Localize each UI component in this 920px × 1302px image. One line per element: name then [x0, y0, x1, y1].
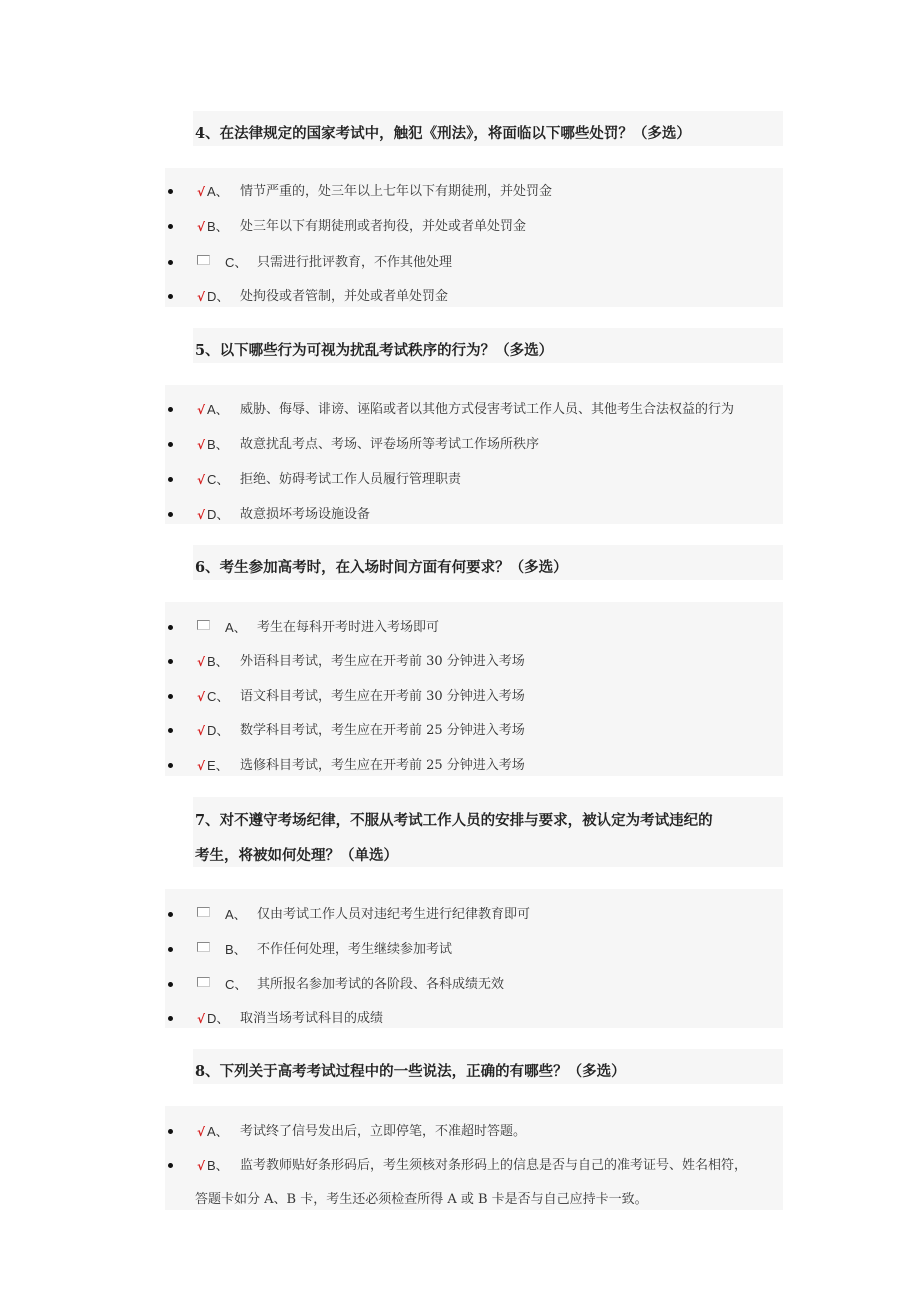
checkmark-icon: √	[197, 508, 206, 522]
option-text-continued: 答题卡如分 A、B 卡，考生还必须检查所得 A 或 B 卡是否与自己应持卡一致。	[195, 1192, 648, 1207]
question-4-options	[165, 168, 783, 307]
list-item[interactable]	[165, 180, 783, 204]
checkbox-icon[interactable]	[197, 620, 210, 630]
checkmark-icon: √	[197, 1125, 206, 1139]
checkbox-icon[interactable]	[197, 942, 210, 952]
question-7-options	[165, 889, 783, 1028]
question-7-title-line2: 考生，将被如何处理？（单选）	[195, 847, 398, 864]
checkmark-icon: √	[197, 473, 206, 487]
option-text: 语文科目考试，考生应在开考前 30 分钟进入考场	[240, 689, 525, 704]
option-text: 拒绝、妨碍考试工作人员履行管理职责	[240, 472, 462, 487]
list-item[interactable]	[165, 285, 783, 309]
option-text: 只需进行批评教育，不作其他处理	[257, 255, 453, 270]
option-text: 取消当场考试科目的成绩	[240, 1011, 384, 1026]
option-letter: A、	[207, 402, 229, 417]
option-letter: A、	[207, 184, 229, 199]
question-5-options	[165, 385, 783, 524]
option-text: 处三年以下有期徒刑或者拘役，并处或者单处罚金	[240, 219, 527, 234]
bullet-icon	[168, 728, 173, 733]
option-text: 威胁、侮辱、诽谤、诬陷或者以其他方式侵害考试工作人员、其他考生合法权益的行为	[240, 402, 735, 417]
checkmark-icon: √	[197, 1159, 206, 1173]
option-letter: B、	[207, 1158, 229, 1173]
checkmark-icon: √	[197, 290, 206, 304]
list-item[interactable]	[165, 616, 783, 640]
list-item[interactable]	[165, 1154, 783, 1210]
question-7-title	[193, 797, 783, 867]
checkbox-icon[interactable]	[197, 977, 210, 987]
question-6-title: 6、考生参加高考时，在入场时间方面有何要求？（多选）	[193, 545, 783, 580]
option-letter: D、	[207, 507, 230, 522]
option-text: 其所报名参加考试的各阶段、各科成绩无效	[257, 977, 505, 992]
option-letter: B、	[207, 654, 229, 669]
option-letter: B、	[207, 437, 229, 452]
option-text: 数学科目考试，考生应在开考前 25 分钟进入考场	[240, 723, 525, 738]
bullet-icon	[168, 659, 173, 664]
option-letter: C、	[225, 255, 248, 270]
option-letter: B、	[207, 219, 229, 234]
bullet-icon	[168, 294, 173, 299]
option-letter: A、	[225, 620, 247, 635]
list-item[interactable]	[165, 754, 783, 778]
option-letter: C、	[207, 472, 230, 487]
bullet-icon	[168, 912, 173, 917]
bullet-icon	[168, 260, 173, 265]
option-letter: A、	[225, 907, 247, 922]
list-item[interactable]	[165, 251, 783, 275]
checkmark-icon: √	[197, 438, 206, 452]
list-item[interactable]	[165, 468, 783, 492]
list-item[interactable]	[165, 903, 783, 927]
question-8-title: 8、下列关于高考考试过程中的一些说法，正确的有哪些？（多选）	[193, 1049, 783, 1084]
option-letter: D、	[207, 723, 230, 738]
bullet-icon	[168, 512, 173, 517]
list-item[interactable]	[165, 215, 783, 239]
list-item[interactable]	[165, 685, 783, 709]
checkmark-icon: √	[197, 724, 206, 738]
bullet-icon	[168, 947, 173, 952]
checkbox-icon[interactable]	[197, 255, 210, 265]
option-letter: D、	[207, 1011, 230, 1026]
bullet-icon	[168, 1016, 173, 1021]
question-6-options	[165, 602, 783, 776]
question-8-options	[165, 1106, 783, 1210]
checkmark-icon: √	[197, 1012, 206, 1026]
checkmark-icon: √	[197, 655, 206, 669]
list-item[interactable]	[165, 973, 783, 997]
option-text: 监考教师贴好条形码后，考生须核对条形码上的信息是否与自己的准考证号、姓名相符，	[240, 1158, 748, 1173]
option-text: 仅由考试工作人员对违纪考生进行纪律教育即可	[257, 907, 531, 922]
option-text: 外语科目考试，考生应在开考前 30 分钟进入考场	[240, 654, 525, 669]
bullet-icon	[168, 982, 173, 987]
bullet-icon	[168, 189, 173, 194]
option-letter: C、	[225, 977, 248, 992]
list-item[interactable]	[165, 433, 783, 457]
bullet-icon	[168, 694, 173, 699]
option-letter: E、	[207, 758, 229, 773]
checkmark-icon: √	[197, 690, 206, 704]
option-letter: D、	[207, 289, 230, 304]
option-text: 故意损坏考场设施设备	[240, 507, 371, 522]
option-text: 不作任何处理，考生继续参加考试	[257, 942, 453, 957]
checkmark-icon: √	[197, 185, 206, 199]
bullet-icon	[168, 407, 173, 412]
option-letter: B、	[225, 942, 247, 957]
option-text: 考试终了信号发出后，立即停笔，不准超时答题。	[240, 1124, 527, 1139]
list-item[interactable]	[165, 1007, 783, 1031]
question-4-title: 4、在法律规定的国家考试中，触犯《刑法》，将面临以下哪些处罚？（多选）	[193, 111, 783, 146]
checkmark-icon: √	[197, 220, 206, 234]
option-text: 考生在每科开考时进入考场即可	[257, 620, 440, 635]
question-7-title-line1: 7、对不遵守考场纪律，不服从考试工作人员的安排与要求，被认定为考试违纪的	[195, 812, 713, 829]
option-text: 选修科目考试，考生应在开考前 25 分钟进入考场	[240, 758, 525, 773]
question-5-title: 5、以下哪些行为可视为扰乱考试秩序的行为？（多选）	[193, 328, 783, 363]
bullet-icon	[168, 1129, 173, 1134]
list-item[interactable]	[165, 938, 783, 962]
bullet-icon	[168, 224, 173, 229]
checkbox-icon[interactable]	[197, 907, 210, 917]
list-item[interactable]	[165, 503, 783, 527]
list-item[interactable]	[165, 398, 783, 422]
bullet-icon	[168, 442, 173, 447]
option-letter: C、	[207, 689, 230, 704]
list-item[interactable]	[165, 1120, 783, 1144]
list-item[interactable]	[165, 719, 783, 743]
bullet-icon	[168, 625, 173, 630]
list-item[interactable]	[165, 650, 783, 674]
option-text: 情节严重的，处三年以上七年以下有期徒刑，并处罚金	[240, 184, 553, 199]
checkmark-icon: √	[197, 403, 206, 417]
option-text: 故意扰乱考点、考场、评卷场所等考试工作场所秩序	[240, 437, 540, 452]
checkmark-icon: √	[197, 759, 206, 773]
option-letter: A、	[207, 1124, 229, 1139]
option-text: 处拘役或者管制，并处或者单处罚金	[240, 289, 449, 304]
bullet-icon	[168, 763, 173, 768]
bullet-icon	[168, 477, 173, 482]
bullet-icon	[168, 1163, 173, 1168]
